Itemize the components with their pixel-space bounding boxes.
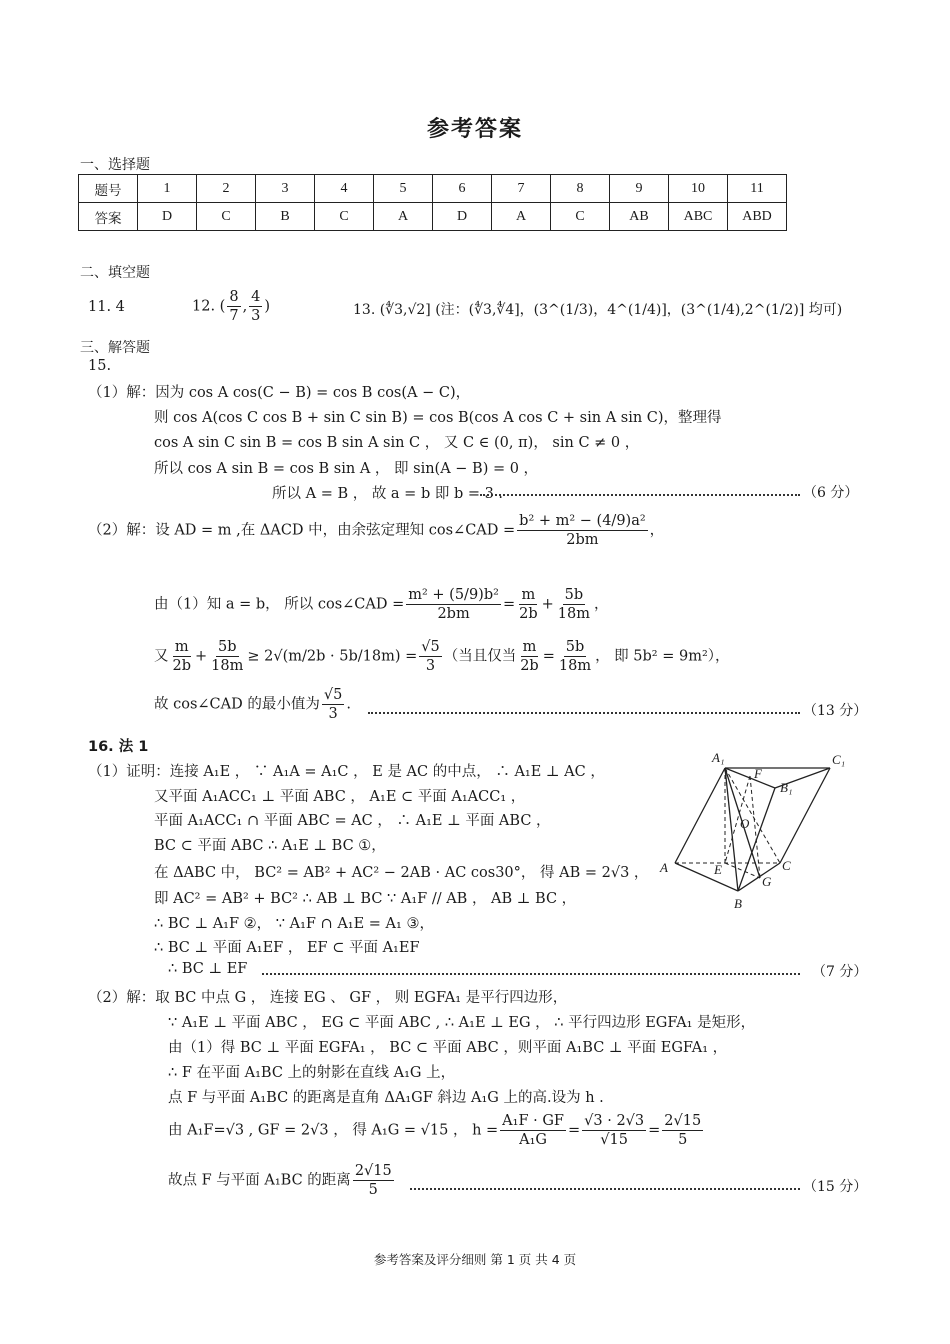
table-cell: 8 (551, 175, 610, 203)
numerator: 5b (565, 639, 585, 655)
operator: = (568, 1122, 581, 1139)
q16-line4: BC ⊂ 平面 ABC ∴ A₁E ⊥ BC ①， (154, 838, 386, 854)
fraction (227, 288, 240, 325)
q15-line9 (154, 686, 351, 723)
table-cell: D (138, 203, 197, 231)
q15-line6-text: （2）解：设 AD = m ,在 ΔACD 中，由余弦定理知 cos∠CAD = (88, 522, 516, 539)
denominator: 3 (251, 308, 261, 324)
q16-line11: ∵ A₁E ⊥ 平面 ABC ， EG ⊂ 平面 ABC , ∴ A₁E ⊥ EG ， ∴ 平行四边形 EGFA₁ 是矩形， (168, 1015, 756, 1031)
table-cell: 1 (138, 175, 197, 203)
denominator: 2b (172, 658, 192, 674)
fraction (582, 1112, 646, 1149)
table-cell: AB (610, 203, 669, 231)
denominator: 7 (229, 308, 239, 324)
numerator: 2√15 (664, 1113, 702, 1129)
dot-leader (410, 1188, 800, 1190)
section-fill: 二、填空题 (80, 265, 150, 281)
figure-label: A (660, 860, 668, 875)
table-cell: 7 (492, 175, 551, 203)
q15-line7: 由（1）知 a = b， 所以 cos∠CAD = $\frac{\text{m² + (5/9)b²}}{2bm}$ = $\frac{m}{2b}$ + $\frac{5b}{18m}$ ， (154, 587, 609, 622)
q16-line14: 点 F 与平面 A₁BC 的距离是直角 ΔA₁GF 斜边 A₁G 上的高.设为 h . (168, 1090, 604, 1106)
numerator: √3 · 2√3 (584, 1113, 645, 1129)
numerator: √5 (323, 687, 343, 703)
numerator: 5b (564, 587, 584, 603)
q15-line8-text: 又 (154, 648, 169, 665)
q16-line3: 平面 A₁ACC₁ ∩ 平面 ABC = AC ， ∴ A₁E ⊥ 平面 ABC ， (154, 813, 551, 829)
table-header-number: 题号 (79, 175, 138, 203)
fraction (500, 1112, 566, 1149)
fill-q13: 13. (∜3,√2] (注：(∜3,∜4]，(3^(1/3)，4^(1/4)]，(3^(1/4),2^(1/2)] 均可) (353, 302, 843, 318)
q15-line8-note: （当且仅当 (443, 648, 517, 665)
section-solve: 三、解答题 (80, 340, 150, 356)
q15-line6: （2）解：设 AD = m ,在 ΔACD 中，由余弦定理知 cos∠CAD = $\frac{\text{b² + m² − (4/9)a²}}{2bm}$ ， (88, 513, 665, 548)
prism-figure (650, 748, 860, 918)
q16-line10: （2）解：取 BC 中点 G ， 连接 EG 、 GF ， 则 EGFA₁ 是平行四边形， (88, 990, 568, 1006)
q15-label: 15. (88, 358, 112, 374)
table-cell: 3 (256, 175, 315, 203)
denominator: 18m (557, 606, 590, 622)
operator: = (542, 648, 555, 665)
q16-line15 (168, 1112, 705, 1149)
denominator: 2b (520, 658, 539, 674)
operator: = (648, 1122, 661, 1139)
denominator: 2b (519, 606, 538, 622)
q15-line4: 所以 cos A sin B = cos B sin A ， 即 sin(A − B) = 0 ， (154, 461, 539, 477)
table-cell: C (315, 203, 374, 231)
score-7: （7 分） (812, 964, 868, 980)
q16-line13: ∴ F 在平面 A₁BC 上的射影在直线 A₁G 上， (168, 1065, 456, 1081)
q16-line9: ∴ BC ⊥ EF (168, 961, 248, 977)
denominator: 5 (368, 1182, 378, 1198)
table-row-answers (79, 203, 787, 231)
section-choice: 一、选择题 (80, 157, 150, 173)
numerator: A₁F · GF (502, 1113, 564, 1129)
fraction (556, 586, 592, 623)
figure-label: A₁ (712, 750, 725, 765)
q16-line5: 在 ΔABC 中， BC² = AB² + AC² − 2AB · AC cos30°， 得 AB = 2√3 ， (154, 865, 649, 881)
fill-q12-prefix: 12. ( (192, 298, 226, 315)
q15-line7-text: 由（1）知 a = b， 所以 cos∠CAD = (154, 596, 405, 613)
numerator: m (522, 639, 537, 655)
fraction (353, 1162, 394, 1199)
table-cell: ABC (669, 203, 728, 231)
q15-line5: 所以 A = B ， 故 a = b 即 b = 3 . (272, 486, 504, 502)
table-cell: 6 (433, 175, 492, 203)
fraction (419, 638, 441, 675)
table-cell: B (256, 203, 315, 231)
numerator: 2√15 (354, 1163, 392, 1179)
fraction (249, 288, 262, 325)
score-15: （15 分） (803, 1179, 868, 1195)
figure-label: E (714, 862, 722, 877)
fraction (322, 686, 344, 723)
denominator: A₁G (519, 1132, 548, 1148)
fraction (517, 586, 540, 623)
q16-line12: 由（1）得 BC ⊥ 平面 EGFA₁ ， BC ⊂ 平面 ABC ，则平面 A₁BC ⊥ 平面 EGFA₁ ， (168, 1040, 728, 1056)
dot-leader (480, 494, 800, 496)
numerator: m (174, 639, 189, 655)
numerator: 5b (218, 639, 237, 655)
table-cell: C (197, 203, 256, 231)
denominator: 2bm (437, 606, 470, 622)
denominator: 3 (425, 658, 436, 674)
q16-line16-text: 故点 F 与平面 A₁BC 的距离 (168, 1172, 351, 1189)
answer-table (78, 174, 787, 231)
denominator: 5 (678, 1132, 688, 1148)
figure-label: F (754, 766, 762, 781)
q16-line8: ∴ BC ⊥ 平面 A₁EF ， EF ⊂ 平面 A₁EF (154, 940, 420, 956)
fraction (406, 586, 501, 623)
denominator: 18m (211, 658, 244, 674)
q16-line6: 即 AC² = AB² + BC² ∴ AB ⊥ BC ∵ A₁F // AB ， AB ⊥ BC ， (154, 891, 577, 907)
fraction (662, 1112, 703, 1149)
table-cell: A (374, 203, 433, 231)
table-cell: A (492, 203, 551, 231)
score-6: （6 分） (803, 485, 859, 501)
operator: = (502, 596, 516, 613)
q15-line9-text: 故 cos∠CAD 的最小值为 (154, 696, 320, 713)
q16-line16 (168, 1162, 396, 1199)
denominator: 3 (328, 706, 338, 722)
fraction (209, 638, 245, 675)
figure-label: B₁ (780, 780, 793, 795)
q15-line8 (154, 638, 730, 675)
q15-line9-end: . (346, 696, 351, 713)
q15-line1: （1）解：因为 cos A cos(C − B) = cos B cos(A − C)， (88, 385, 471, 401)
q15-line8-note-end: ， 即 5b² = 9m²）， (595, 648, 730, 665)
numerator: √5 (421, 639, 440, 655)
dot-leader (262, 973, 800, 975)
q15-line2: 则 cos A(cos C cos B + sin C sin B) = cos B(cos A cos C + sin A sin C)，整理得 (154, 410, 722, 426)
fill-q12-suffix: ) (264, 298, 271, 315)
q16-line1: （1）证明：连接 A₁E ， ∵ A₁A = A₁C ， E 是 AC 的中点， ∴ A₁E ⊥ AC ， (88, 764, 605, 780)
page-title: 参考答案 (426, 117, 523, 142)
table-row-numbers (79, 175, 787, 203)
numerator: m (521, 587, 536, 603)
fill-q11: 11. 4 (88, 299, 125, 315)
table-cell: 2 (197, 175, 256, 203)
table-cell: 10 (669, 175, 728, 203)
figure-label: C (782, 858, 791, 873)
numerator: m² + (5/9)b² (408, 587, 499, 603)
q15-line3: cos A sin C sin B = cos B sin A sin C ， 又 C ∈ (0, π)， sin C ≠ 0 ， (154, 435, 640, 451)
operator: + (195, 648, 208, 665)
q16-line2: 又平面 A₁ACC₁ ⊥ 平面 ABC ， A₁E ⊂ 平面 A₁ACC₁ ， (154, 789, 526, 805)
table-cell: 4 (315, 175, 374, 203)
q16-label: 16. 法 1 (88, 739, 149, 755)
numerator: 8 (229, 289, 239, 305)
table-header-answer: 答案 (79, 203, 138, 231)
denominator: 2bm (566, 532, 599, 548)
q15-line8-ineq: ≥ 2√(m/2b · 5b/18m) = (247, 648, 418, 665)
figure-label: G (762, 874, 772, 889)
dot-leader (368, 712, 800, 714)
numerator: 4 (251, 289, 261, 305)
score-13: （13 分） (803, 703, 868, 719)
numerator: b² + m² − (4/9)a² (519, 513, 646, 529)
table-cell: D (433, 203, 492, 231)
fraction (517, 512, 648, 549)
page-footer: 参考答案及评分细则 第 1 页 共 4 页 (373, 1252, 577, 1267)
table-cell: 5 (374, 175, 433, 203)
figure-label: B (734, 896, 742, 911)
q16-line15-text: 由 A₁F=√3 , GF = 2√3 ， 得 A₁G = √15 ， h = (168, 1122, 499, 1139)
figure-label: C₁ (832, 752, 846, 767)
table-cell: 9 (610, 175, 669, 203)
fraction (518, 638, 541, 675)
table-cell: C (551, 203, 610, 231)
fraction (557, 638, 593, 675)
table-cell: 11 (728, 175, 787, 203)
operator: + (541, 596, 554, 613)
table-cell: ABD (728, 203, 787, 231)
fraction (171, 638, 194, 675)
denominator: 18m (558, 658, 592, 674)
figure-label: O (740, 816, 750, 831)
fill-q12: 12. ( $\frac{8}{7}$ , $\frac{4}{3}$ ) (192, 289, 271, 324)
q16-line7: ∴ BC ⊥ A₁F ②， ∵ A₁F ∩ A₁E = A₁ ③， (154, 916, 434, 932)
denominator: √15 (600, 1132, 628, 1148)
